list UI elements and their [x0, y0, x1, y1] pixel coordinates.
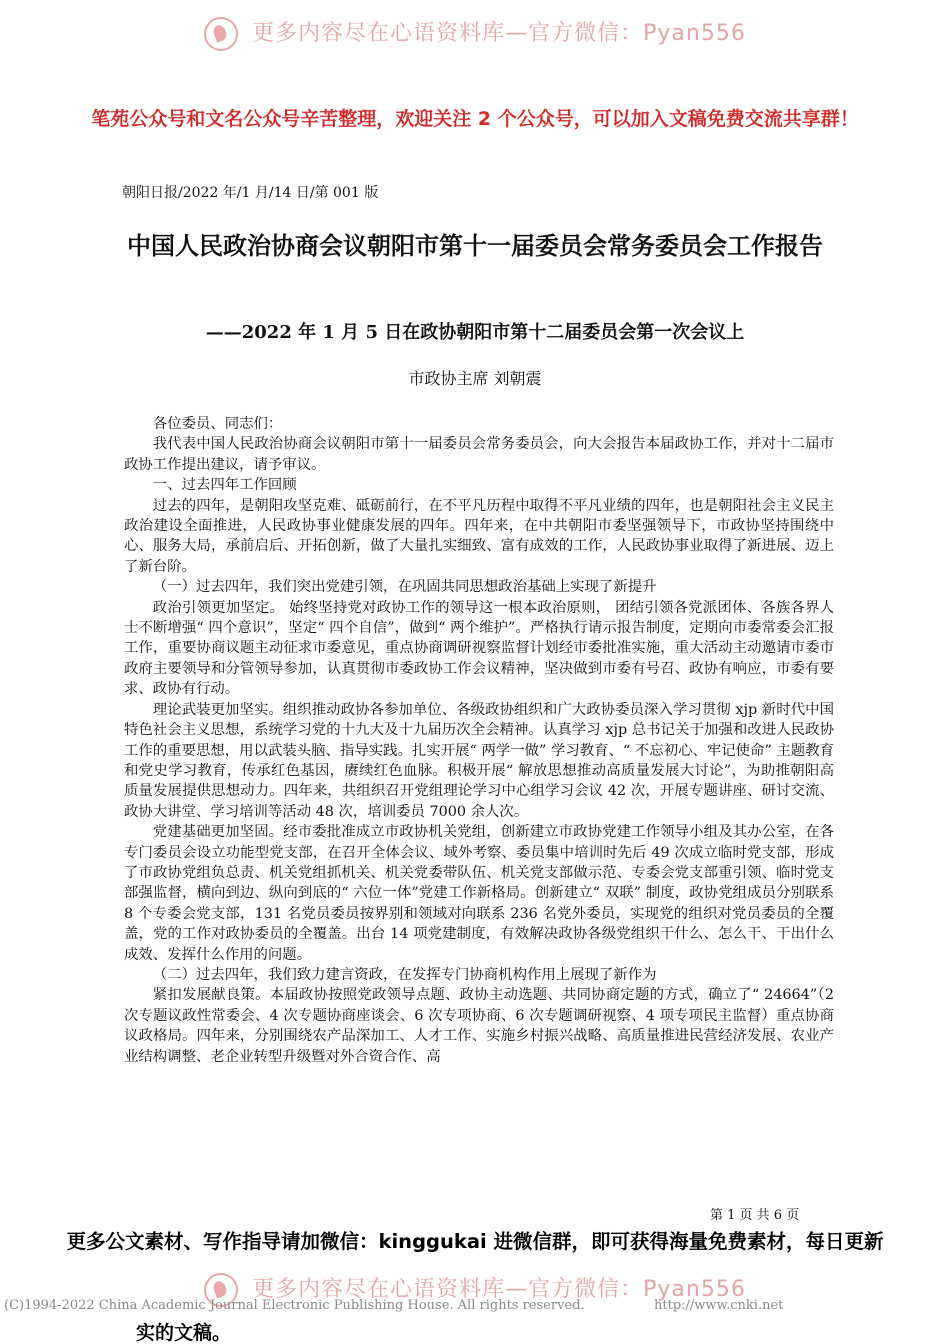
watermark-logo-icon [204, 17, 238, 51]
cnki-link[interactable]: http://www.cnki.net [654, 1298, 784, 1313]
paragraph: 政治引领更加坚定。 始终坚持党对政协工作的领导这一根本政治原则， 团结引领各党派团体、各族各界人士不断增强“ 四个意识”，坚定“ 四个自信”，做到“ 两个维护”。严格执行请示报告制度，定期向市委常委会汇报工作，重要协商议题主动征求市委意见，重点协商调研视察监督计划经市委批准实施，重大活动主动邀请市委市政府主要领导和分管领导参加，认真贯彻市委政协工作会议精神，坚决做到市委有号召、政协有响应，市委有要求、政协有行动。 [124, 599, 834, 698]
bottom-promo: 更多公文素材、写作指导请加微信：kinggukai 进微信群，即可获得海量免费素材，每日更新 [66, 1230, 884, 1253]
document-body [124, 414, 834, 1067]
paragraph: 党建基础更加坚固。经市委批准成立市政协机关党组，创新建立市政协党建工作领导小组及其办公室，在各专门委员会设立功能型党支部，在召开全体会议、域外考察、委员集中培训时先后 49 次成立临时党支部，形成了市政协党组负总责、机关党组抓机关、机关党委带队伍、机关党支部做示范、专委会党支部重引领、临时党支部强监督，横向到边、纵向到底的“ 六位一体”党建工作新格局。创新建立“ 双联” 制度，政协党组成员分别联系 8 个专委会党支部，131 名党员委员按界别和领域对向联系 236 名党外委员，实现党的组织对党员委员的全覆盖，党的工作对政协委员的全覆盖。出台 14 项党建制度，有效解决政协各级党组织干什么、怎么干、干出什么成效、发挥什么作用的问题。 [124, 824, 834, 963]
paragraph: 过去的四年，是朝阳攻坚克难、砥砺前行，在不平凡历程中取得不平凡业绩的四年，也是朝阳社会主义民主政治建设全面推进，人民政协事业健康发展的四年。四年来，在中共朝阳市委坚强领导下，市政协坚持围绕中心、服务大局，承前启后、开拓创新，做了大量扎实细致、富有成效的工作，人民政协事业取得了新进展、迈上了新台阶。 [124, 497, 834, 575]
paragraph: 紧扣发展献良策。本届政协按照党政领导点题、政协主动选题、共同协商定题的方式，确立了“ 24664”（2 次专题议政性常委会、4 次专题协商座谈会、6 次专项协商、6 次专题调研视察、4 项专项民主监督）重点协商议政格局。四年来，分别围绕农产品深加工、人才工作、实施乡村振兴战略、高质量推进民营经济发展、农业产业结构调整、老企业转型升级暨对外合资合作、高 [124, 987, 834, 1065]
section-heading: 一、过去四年工作回顾 [152, 477, 297, 494]
paragraph: 理论武装更加坚实。组织推动政协各参加单位、各级政协组织和广大政协委员深入学习贯彻 xjp 新时代中国特色社会主义思想，系统学习党的十九大及十九届历次全会精神。认真学习 xjp 总书记关于加强和改进人民政协工作的重要思想，用以武装头脑、指导实践。扎实开展“ 两学一做” 学习教育、“ 不忘初心、牢记使命” 主题教育和党史学习教育，传承红色基因，赓续红色血脉。积极开展“ 解放思想推动高质量发展大讨论”，为助推朝阳高质量发展提供思想动力。四年来，共组织召开党组理论学习中心组学习会议 42 次，开展专题讲座、研讨交流、政协大讲堂、学习培训等活动 48 次，培训委员 7000 余人次。 [124, 701, 834, 820]
cut-off-text: 实的文稿。 [136, 1322, 232, 1344]
page-number: 第 1 页 共 6 页 [710, 1208, 800, 1223]
paragraph: 各位委员、同志们： [152, 416, 283, 432]
watermark-text: 更多内容尽在心语资料库—官方微信：Pyan556 [252, 1277, 746, 1302]
paragraph: 我代表中国人民政治协商会议朝阳市第十一届委员会常务委员会，向大会报告本届政协工作，并对十二届市政协工作提出建议，请予审议。 [124, 436, 834, 473]
source-line: 朝阳日报/2022 年/1 月/14 日/第 001 版 [122, 185, 379, 201]
document-subtitle: ——2022 年 1 月 5 日在政协朝阳市第十二届委员会第一次会议上 [205, 322, 745, 343]
subsection-heading: （一）过去四年，我们突出党建引领，在巩固共同思想政治基础上实现了新提升 [152, 579, 657, 596]
watermark-text: 更多内容尽在心语资料库—官方微信：Pyan556 [252, 21, 746, 46]
document-title: 中国人民政治协商会议朝阳市第十一届委员会常务委员会工作报告 [127, 231, 823, 260]
subsection-heading: （二）过去四年，我们致力建言资政，在发挥专门协商机构作用上展现了新作为 [152, 966, 657, 983]
watermark-top [0, 16, 950, 51]
document-author: 市政协主席 刘朝震 [408, 369, 542, 388]
red-promo-banner: 笔苑公众号和文名公众号辛苦整理，欢迎关注 2 个公众号，可以加入文稿免费交流共享群！ [91, 108, 859, 130]
copyright-text: (C)1994-2022 China Academic Journal Electronic Publishing House. All rights reserved. [4, 1298, 585, 1313]
